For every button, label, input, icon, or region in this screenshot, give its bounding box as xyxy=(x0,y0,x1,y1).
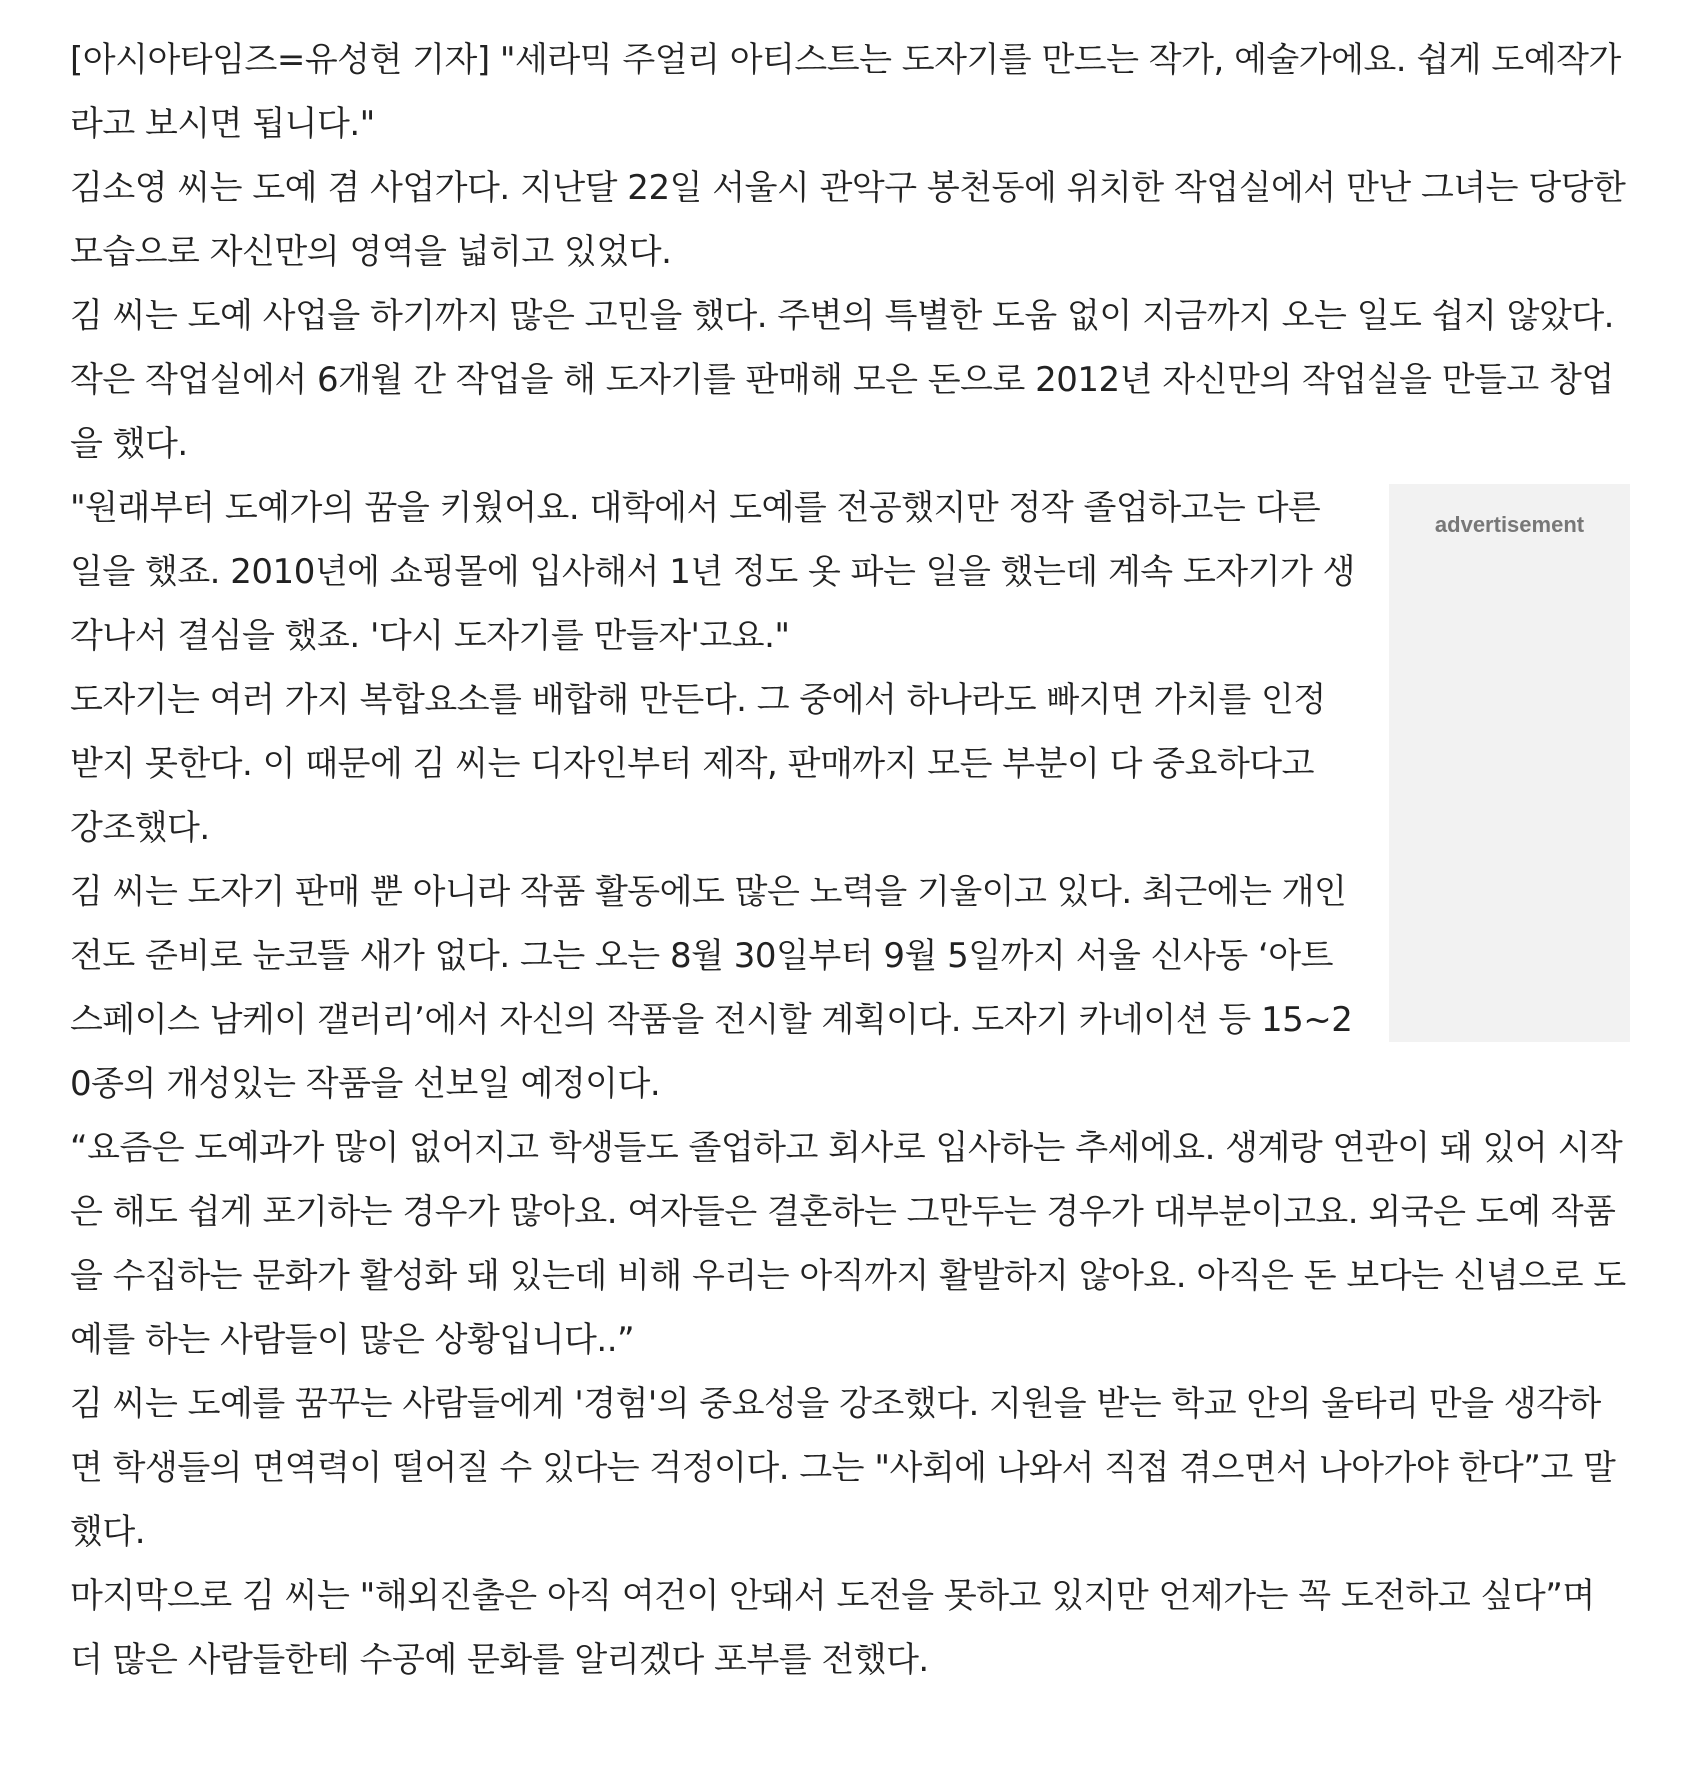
advertisement-box[interactable] xyxy=(1389,484,1630,1042)
article-paragraph-4: "원래부터 도예가의 꿈을 키웠어요. 대학에서 도예를 전공했지만 정작 졸업하고는 다른 일을 했죠. 2010년에 쇼핑몰에 입사해서 1년 정도 옷 파는 일을 했는데 계속 도자기가 생각나서 결심을 했죠. '다시 도자기를 만들자'고요." xyxy=(70,488,1355,656)
article-paragraph-9: 마지막으로 김 씨는 "해외진출은 아직 여건이 안돼서 도전을 못하고 있지만 언제가는 꼭 도전하고 싶다”며 더 많은 사람들한테 수공예 문화를 알리겠다 포부를 전했다. xyxy=(70,1576,1595,1680)
article-paragraph-7: “요즘은 도예과가 많이 없어지고 학생들도 졸업하고 회사로 입사하는 추세에요. 생계랑 연관이 돼 있어 시작은 해도 쉽게 포기하는 경우가 많아요. 여자들은 결혼하는 그만두는 경우가 대부분이고요. 외국은 도예 작품을 수집하는 문화가 활성화 돼 있는데 비해 우리는 아직까지 활발하지 않아요. 아직은 돈 보다는 신념으로 도예를 하는 사람들이 많은 상황입니다..” xyxy=(70,1128,1626,1360)
article-paragraph-3: 김 씨는 도예 사업을 하기까지 많은 고민을 했다. 주변의 특별한 도움 없이 지금까지 오는 일도 쉽지 않았다. 작은 작업실에서 6개월 간 작업을 해 도자기를 판매해 모은 돈으로 2012년 자신만의 작업실을 만들고 창업을 했다. xyxy=(70,296,1614,464)
article-paragraph-5: 도자기는 여러 가지 복합요소를 배합해 만든다. 그 중에서 하나라도 빠지면 가치를 인정받지 못한다. 이 때문에 김 씨는 디자인부터 제작, 판매까지 모든 부분이 다 중요하다고 강조했다. xyxy=(70,680,1326,848)
advertisement-label: advertisement xyxy=(1434,512,1585,537)
article-paragraph-6: 김 씨는 도자기 판매 뿐 아니라 작품 활동에도 많은 노력을 기울이고 있다. 최근에는 개인전도 준비로 눈코뜰 새가 없다. 그는 오는 8월 30일부터 9월 5일까지 서울 신사동 ‘아트스페이스 남케이 갤러리’에서 자신의 작품을 전시할 계획이다. 도자기 카네이션 등 15~20종의 개성있는 작품을 선보일 예정이다. xyxy=(70,872,1353,1104)
article-paragraph-2: 김소영 씨는 도예 겸 사업가다. 지난달 22일 서울시 관악구 봉천동에 위치한 작업실에서 만난 그녀는 당당한 모습으로 자신만의 영역을 넓히고 있었다. xyxy=(70,168,1626,272)
article-paragraph-1: [아시아타임즈=유성현 기자] "세라믹 주얼리 아티스트는 도자기를 만드는 작가, 예술가에요. 쉽게 도예작가라고 보시면 됩니다." xyxy=(70,40,1621,144)
article-paragraph-8: 김 씨는 도예를 꿈꾸는 사람들에게 '경험'의 중요성을 강조했다. 지원을 받는 학교 안의 울타리 만을 생각하면 학생들의 면역력이 떨어질 수 있다는 걱정이다. 그는 "사회에 나와서 직접 겪으면서 나아가야 한다”고 말했다. xyxy=(70,1384,1616,1552)
article-body xyxy=(70,28,1630,1692)
